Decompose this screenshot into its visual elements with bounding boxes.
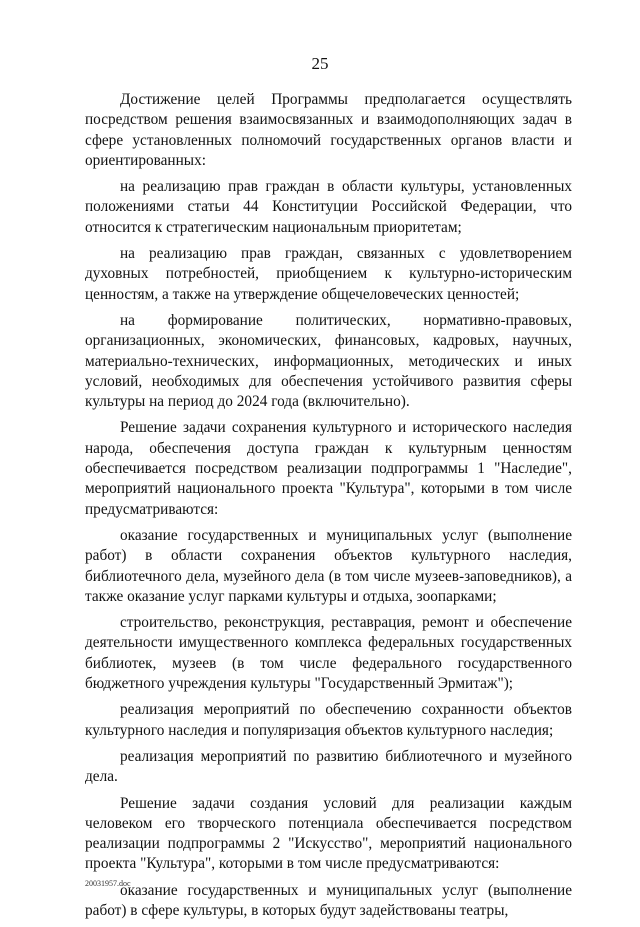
paragraph-library-museum: реализация мероприятий по развитию библиотечного и музейного дела. [85, 747, 572, 786]
paragraph-creative-services: оказание государственных и муниципальных услуг (выполнение работ) в сфере культуры, в которых будут задействованы театры, [85, 881, 572, 919]
footer-filename: 20031957.doc [85, 879, 131, 888]
document-body [85, 90, 572, 927]
paragraph-construction: строительство, реконструкция, реставрация, ремонт и обеспечение деятельности имущественного комплекса федеральных государственных библиотек, музеев (в том числе федерального государственного бюджетного учреждения культуры "Государственный Эрмитаж"); [85, 614, 572, 693]
paragraph-heritage-services: оказание государственных и муниципальных услуг (выполнение работ) в области сохранения объектов культурного наследия, библиотечного дела, музейного дела (в том числе музеев-заповедников), а также оказание услуг парками культуры и отдыха, зоопарками; [85, 526, 572, 605]
paragraph-rights-culture: на реализацию прав граждан в области культуры, установленных положениями статьи 44 Конституции Российской Федерации, что относится к стратегическим национальным приоритетам; [85, 178, 572, 236]
paragraph-program-goals: Достижение целей Программы предполагается осуществлять посредством решения взаимосвязанных и взаимодополняющих задач в сфере установленных полномочий государственных органов власти и ориентированных: [85, 91, 572, 169]
paragraph-rights-spiritual: на реализацию прав граждан, связанных с удовлетворением духовных потребностей, приобщением к культурно-историческим ценностям, а также на утверждение общечеловеческих ценностей; [85, 245, 572, 303]
page-number: 25 [311, 54, 329, 73]
paragraph-conditions-formation: на формирование политических, нормативно-правовых, организационных, экономических, финансовых, кадровых, научных, материально-технических, информационных, методических и иных условий, необходимых для обеспечения устойчивого развития сферы культуры на период до 2024 года (включительно). [85, 311, 572, 411]
paragraph-heritage-preservation: реализация мероприятий по обеспечению сохранности объектов культурного наследия и популяризация объектов культурного наследия; [85, 701, 572, 739]
paragraph-creative-task: Решение задачи создания условий для реализации каждым человеком его творческого потенциала обеспечивается посредством реализации подпрограммы 2 "Искусство", мероприятий национального проекта "Культура", которыми в том числе предусматриваются: [85, 794, 572, 873]
paragraph-heritage-task: Решение задачи сохранения культурного и исторического наследия народа, обеспечения доступа граждан к культурным ценностям обеспечивается посредством реализации подпрограммы 1 "Наследие", мероприятий национального проекта "Культура", которыми в том числе предусматриваются: [85, 419, 572, 518]
